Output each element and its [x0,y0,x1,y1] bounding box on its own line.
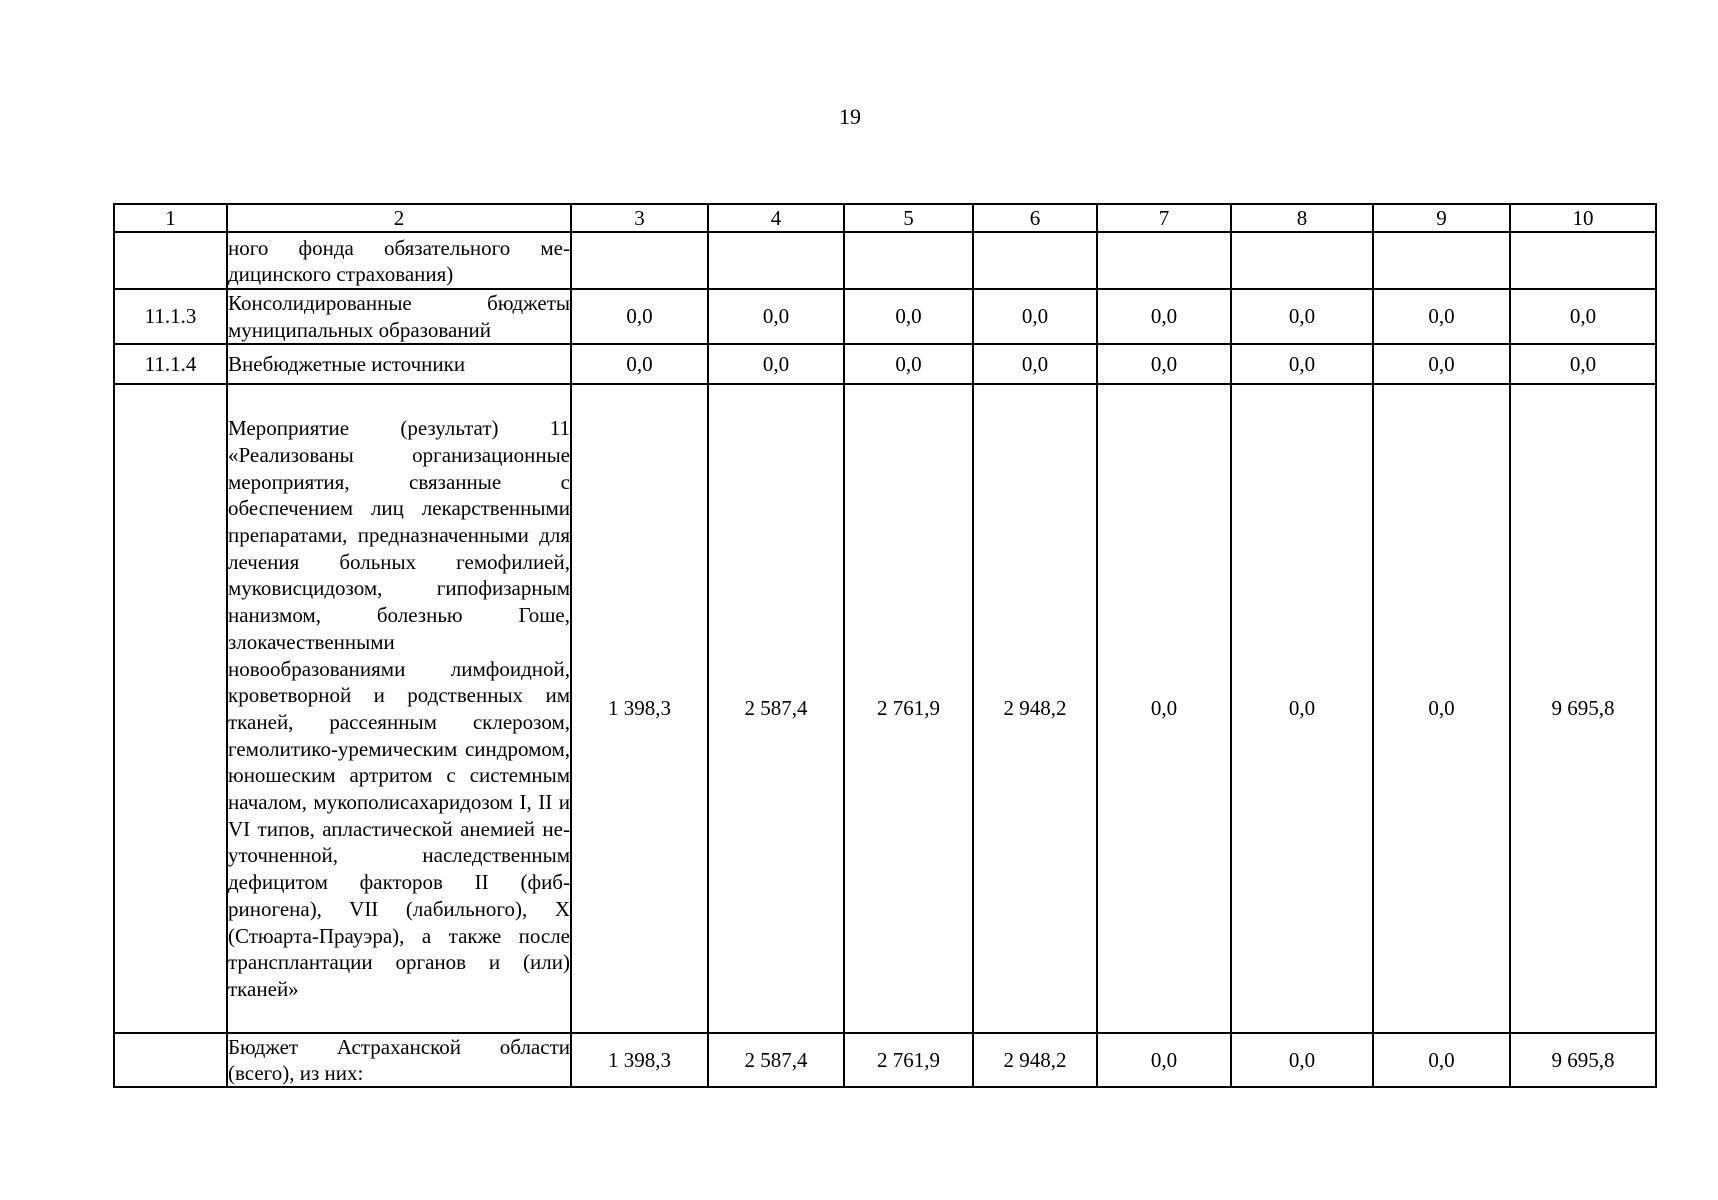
value-cell: 2 587,4 [708,384,844,1033]
value-cell: 1 398,3 [571,1033,708,1087]
row-name: Внебюджетные источники [227,344,571,384]
value-cell [973,232,1097,289]
page-number: 19 [839,104,861,129]
table-row [114,232,1656,289]
table-row [114,344,1656,384]
header-cell: 2 [227,204,571,232]
value-cell: 0,0 [1510,344,1656,384]
value-cell: 0,0 [571,289,708,344]
row-code [114,1033,227,1087]
value-cell: 2 761,9 [844,384,973,1033]
value-cell: 0,0 [973,289,1097,344]
row-code [114,232,227,289]
value-cell [1231,232,1373,289]
header-cell: 5 [844,204,973,232]
header-cell: 10 [1510,204,1656,232]
value-cell: 0,0 [1510,289,1656,344]
budget-table [113,203,1657,1088]
value-cell: 9 695,8 [1510,384,1656,1033]
value-cell [708,232,844,289]
value-cell: 0,0 [1097,384,1231,1033]
value-cell: 0,0 [1231,1033,1373,1087]
value-cell: 0,0 [571,344,708,384]
value-cell: 0,0 [1097,289,1231,344]
row-name: ного фонда обязательного медицинского страхования) [227,232,571,289]
row-code: 11.1.3 [114,289,227,344]
value-cell [844,232,973,289]
value-cell: 0,0 [708,289,844,344]
value-cell [571,232,708,289]
row-name: Бюджет Астраханской области (всего), из них: [228,1035,570,1086]
value-cell: 0,0 [1231,289,1373,344]
value-cell: 0,0 [1373,289,1510,344]
value-cell [1373,232,1510,289]
value-cell: 0,0 [1231,344,1373,384]
value-cell: 0,0 [1097,1033,1231,1087]
row-name: Мероприятие (результат) 11 «Реализованы организационные мероприятия, связанные с обеспечением лиц лекарственными препаратами, предназначенными для лечения больных гемофилией, муковисцидозом, гипофизарным нанизмом, болезнью Гоше, злокачественными новообразованиями лимфоидной, кроветворной и родственных им тканей, рассеянным склерозом, гемолитико-уремическим синдромом, юношеским артритом с системным началом, мукополисахаридозом I, II и VI типов, апластической анемией неуточненной, наследственным дефицитом факторов II (фибриногена), VII (лабильного), X (Стюарта-Прауэра), а также после трансплантации органов и (или) тканей» [227,384,571,1033]
value-cell: 0,0 [1373,384,1510,1033]
value-cell [1097,232,1231,289]
value-cell: 0,0 [1373,1033,1510,1087]
value-cell: 2 587,4 [708,1033,844,1087]
value-cell: 1 398,3 [571,384,708,1033]
value-cell: 0,0 [844,289,973,344]
header-cell: 9 [1373,204,1510,232]
header-cell: 8 [1231,204,1373,232]
value-cell: 0,0 [844,344,973,384]
header-cell: 6 [973,204,1097,232]
table-row [114,1033,1656,1087]
row-name: Консолидированные бюджеты муниципальных образований [227,289,571,344]
table-row [114,384,1656,1033]
value-cell: 2 761,9 [844,1033,973,1087]
header-row [114,204,1656,232]
value-cell: 0,0 [973,344,1097,384]
value-cell: 0,0 [1231,384,1373,1033]
value-cell: 0,0 [1097,344,1231,384]
value-cell: 2 948,2 [973,1033,1097,1087]
value-cell: 0,0 [1373,344,1510,384]
header-cell: 4 [708,204,844,232]
table-row [114,289,1656,344]
row-code: 11.1.4 [114,344,227,384]
value-cell: 0,0 [708,344,844,384]
value-cell: 9 695,8 [1510,1033,1656,1087]
row-code [114,384,227,1033]
value-cell [1510,232,1656,289]
value-cell: 2 948,2 [973,384,1097,1033]
header-cell: 1 [114,204,227,232]
header-cell: 3 [571,204,708,232]
header-cell: 7 [1097,204,1231,232]
